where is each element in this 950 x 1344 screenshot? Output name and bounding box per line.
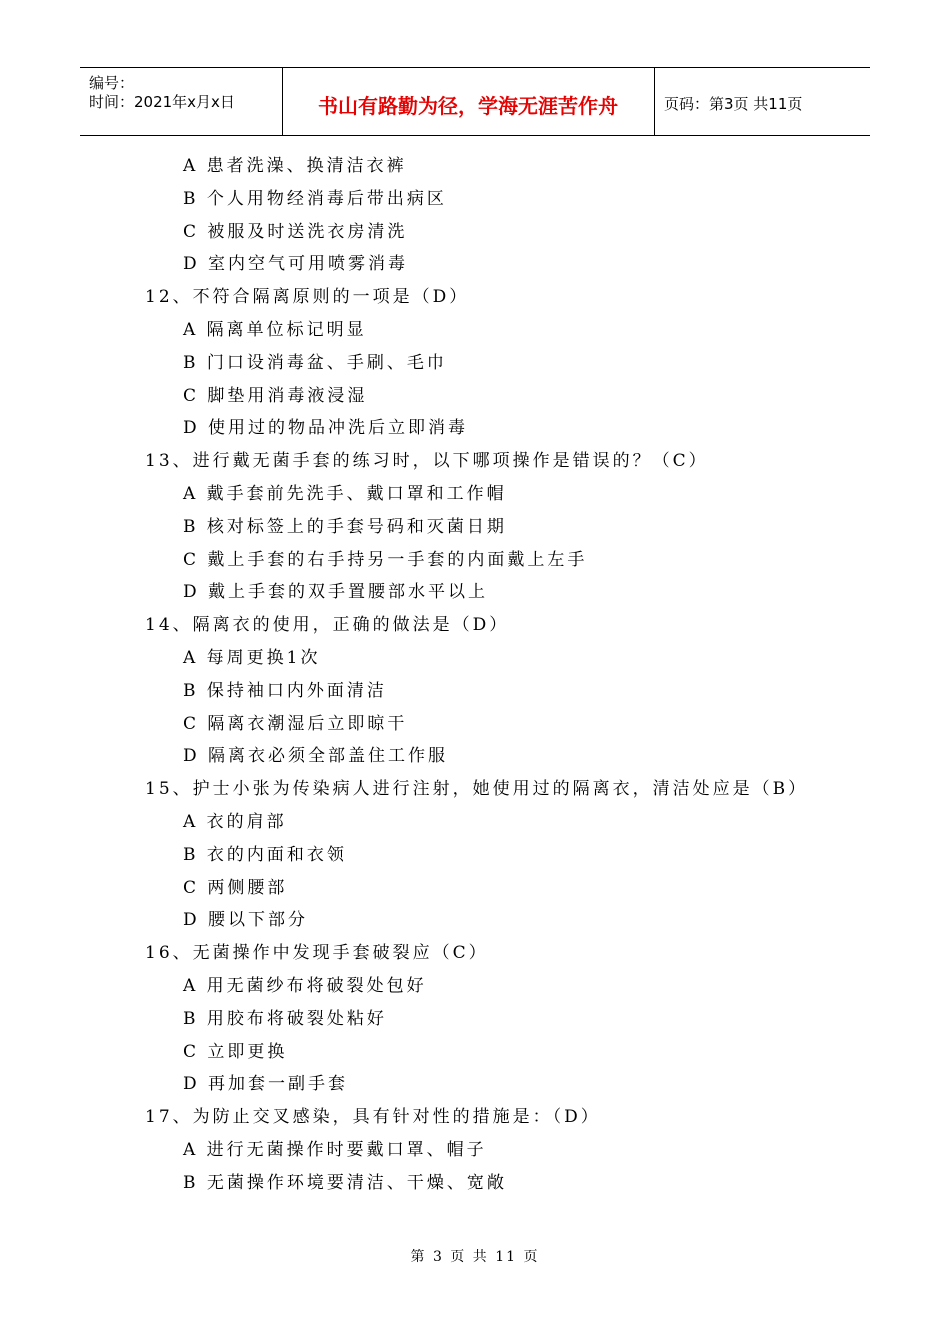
answer-option: A 用无菌纱布将破裂处包好 <box>183 976 427 996</box>
answer-option: C 脚垫用消毒液浸湿 <box>183 385 368 406</box>
answer-option: B 无菌操作环境要清洁、干燥、宽敞 <box>183 1172 507 1193</box>
question-stem: 14、隔离衣的使用，正确的做法是（D） <box>145 615 510 636</box>
answer-option: D 再加套一副手套 <box>183 1074 349 1095</box>
answer-option: C 两侧腰部 <box>183 877 288 898</box>
answer-option: D 隔离衣必须全部盖住工作服 <box>183 746 449 767</box>
header-page-info: 页码：第3页 共11页 <box>664 95 803 113</box>
answer-option: B 个人用物经消毒后带出病区 <box>183 188 447 209</box>
answer-option: A 衣的肩部 <box>183 812 287 832</box>
answer-option: D 使用过的物品冲洗后立即消毒 <box>183 418 469 439</box>
page-footer: 第 3 页 共 11 页 <box>410 1249 540 1265</box>
answer-option: C 隔离衣潮湿后立即晾干 <box>183 713 408 734</box>
answer-option: A 戴手套前先洗手、戴口罩和工作帽 <box>183 484 507 504</box>
answer-option: B 保持袖口内外面清洁 <box>183 680 387 701</box>
answer-option: A 进行无菌操作时要戴口罩、帽子 <box>183 1140 487 1160</box>
header-page-cell <box>654 68 870 135</box>
answer-option: C 戴上手套的右手持另一手套的内面戴上左手 <box>183 549 588 570</box>
header-motto: 书山有路勤为径，学海无涯苦作舟 <box>318 94 618 118</box>
answer-option: C 立即更换 <box>183 1041 288 1062</box>
answer-option: B 核对标签上的手套号码和灭菌日期 <box>183 516 507 537</box>
question-stem: 12、不符合隔离原则的一项是（D） <box>145 287 470 308</box>
question-stem: 16、无菌操作中发现手套破裂应（C） <box>145 943 489 964</box>
page-header <box>80 67 870 136</box>
question-stem: 15、护士小张为传染病人进行注射，她使用过的隔离衣，清洁处应是（B） <box>145 779 809 800</box>
answer-option: A 隔离单位标记明显 <box>183 320 367 340</box>
answer-option: C 被服及时送洗衣房清洗 <box>183 221 408 242</box>
question-stem: 13、进行戴无菌手套的练习时，以下哪项操作是错误的？（C） <box>145 451 709 472</box>
document-date: 时间：2021年x月x日 <box>89 93 235 111</box>
header-info-cell <box>80 68 283 135</box>
answer-option: A 每周更换1次 <box>183 648 321 668</box>
answer-option: B 用胶布将破裂处粘好 <box>183 1008 387 1029</box>
answer-option: B 门口设消毒盆、手刷、毛巾 <box>183 352 447 373</box>
question-stem: 17、为防止交叉感染，具有针对性的措施是：（D） <box>145 1107 601 1128</box>
answer-option: D 腰以下部分 <box>183 910 309 931</box>
document-number-label: 编号： <box>89 74 135 92</box>
answer-option: D 戴上手套的双手置腰部水平以上 <box>183 582 489 603</box>
header-motto-cell <box>282 68 655 135</box>
answer-option: D 室内空气可用喷雾消毒 <box>183 254 409 275</box>
answer-option: B 衣的内面和衣领 <box>183 844 347 865</box>
answer-option: A 患者洗澡、换清洁衣裤 <box>183 156 407 176</box>
